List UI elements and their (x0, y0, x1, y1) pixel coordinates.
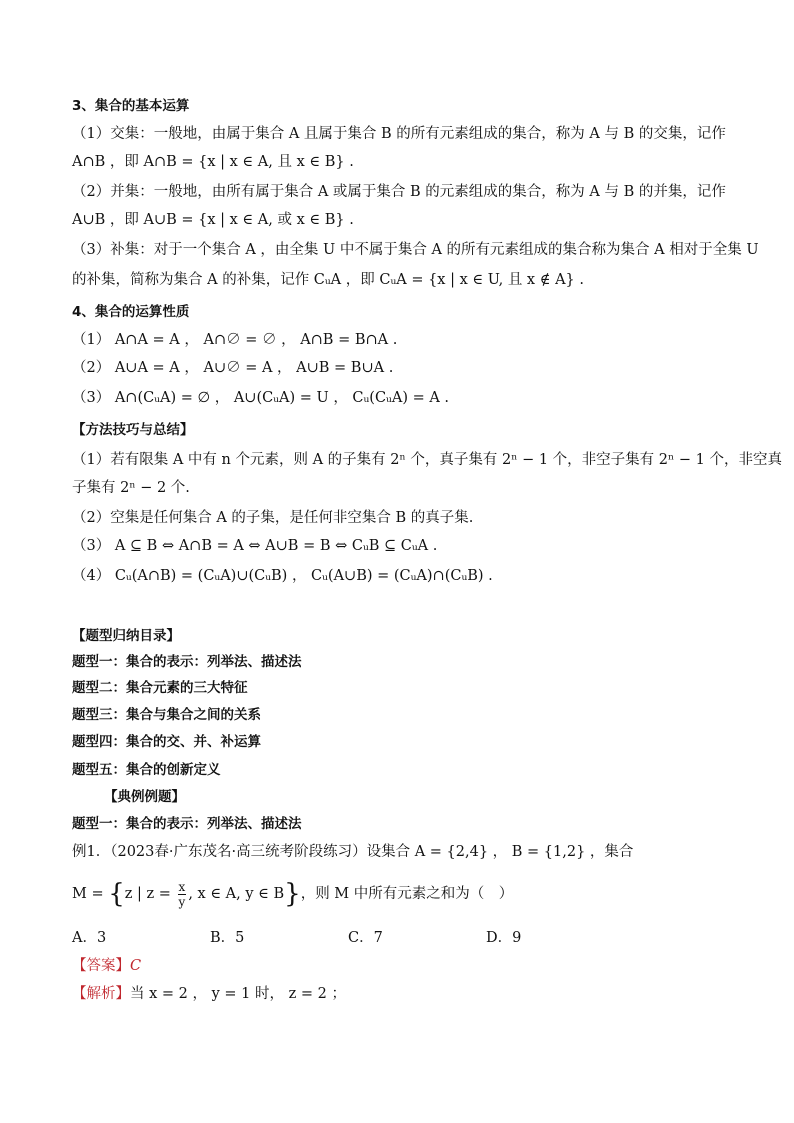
answer-line (72, 956, 141, 976)
example-type-1-heading: 题型一：集合的表示：列举法、描述法 (72, 816, 302, 832)
catalog-title: 【题型归纳目录】 (72, 628, 180, 644)
set-m-prefix: M = (72, 886, 104, 902)
catalog-item: 题型三：集合与集合之间的关系 (72, 707, 261, 723)
fraction-x-over-y (178, 880, 187, 909)
intersection-notation: A∩B ，即 A∩B = {x | x ∈ A, 且 x ∈ B} . (72, 154, 354, 170)
example-1-intro: 例1．（2023春·广东茂名·高三统考阶段练习）设集合 A = {2,4} ， B = {1,2} ，集合 (72, 844, 634, 860)
catalog-item: 题型四：集合的交、并、补运算 (72, 734, 261, 750)
method-line-4: （3） A ⊆ B ⇔ A∩B = A ⇔ A∪B = B ⇔ CᵤB ⊆ CᵤA . (72, 538, 438, 554)
catalog-item: 题型一：集合的表示：列举法、描述法 (72, 654, 302, 670)
section-4-title: 4、集合的运算性质 (72, 304, 190, 320)
set-m-condition: , x ∈ A, y ∈ B (188, 886, 285, 902)
analysis-line (72, 984, 346, 1004)
section-3-title: 3、集合的基本运算 (72, 98, 190, 114)
option-d: D．9 (486, 930, 522, 946)
examples-title: 【典例例题】 (104, 789, 185, 805)
set-m-z: z | z = (124, 886, 171, 902)
method-line-3: （2）空集是任何集合 A 的子集，是任何非空集合 B 的真子集. (72, 510, 474, 526)
analysis-label: 【解析】 (72, 986, 130, 1002)
example-1-options (72, 928, 624, 948)
example-1-set-m (72, 876, 513, 912)
option-b: B．5 (210, 930, 245, 946)
method-line-2: 子集有 2ⁿ − 2 个. (72, 480, 190, 496)
method-line-5: （4） Cᵤ(A∩B) = (CᵤA)∪(CᵤB) ， Cᵤ(A∪B) = (CᵤA)∩(CᵤB) . (72, 568, 493, 584)
intersection-definition: （1）交集：一般地，由属于集合 A 且属于集合 B 的所有元素组成的集合，称为 A 与 B 的交集，记作 (72, 126, 726, 142)
fraction-numerator: x (178, 879, 186, 894)
property-line-3: （3） A∩(CᵤA) = ∅ ， A∪(CᵤA) = U ， Cᵤ(CᵤA) = A . (72, 390, 450, 406)
brace-open: { (108, 879, 125, 909)
catalog-item: 题型二：集合元素的三大特征 (72, 680, 248, 696)
method-line-1: （1）若有限集 A 中有 n 个元素，则 A 的子集有 2ⁿ 个，真子集有 2ⁿ − 1 个，非空子集有 2ⁿ − 1 个，非空真 (72, 452, 782, 468)
method-title: 【方法技巧与总结】 (72, 422, 194, 438)
fraction-denominator: y (178, 894, 186, 909)
complement-definition: （3）补集：对于一个集合 A ，由全集 U 中不属于集合 A 的所有元素组成的集合称为集合 A 相对于全集 U (72, 242, 759, 258)
answer-value: C (130, 958, 142, 974)
catalog-item: 题型五：集合的创新定义 (72, 762, 221, 778)
analysis-text: 当 x = 2 ， y = 1 时， z = 2 ； (130, 986, 346, 1002)
property-line-2: （2） A∪A = A ， A∪∅ = A ， A∪B = B∪A . (72, 360, 394, 376)
brace-close: } (284, 879, 301, 909)
answer-label: 【答案】 (72, 958, 130, 974)
set-m-suffix: ，则 M 中所有元素之和为（ ） (300, 886, 514, 902)
option-a: A．3 (72, 930, 107, 946)
complement-notation: 的补集，简称为集合 A 的补集，记作 CᵤA ，即 CᵤA = {x | x ∈ U, 且 x ∉ A} . (72, 272, 584, 288)
union-definition: （2）并集：一般地，由所有属于集合 A 或属于集合 B 的元素组成的集合，称为 A 与 B 的并集，记作 (72, 184, 726, 200)
union-notation: A∪B ，即 A∪B = {x | x ∈ A, 或 x ∈ B} . (72, 212, 354, 228)
option-c: C．7 (348, 930, 383, 946)
property-line-1: （1） A∩A = A ， A∩∅ = ∅ ， A∩B = B∩A . (72, 332, 398, 348)
